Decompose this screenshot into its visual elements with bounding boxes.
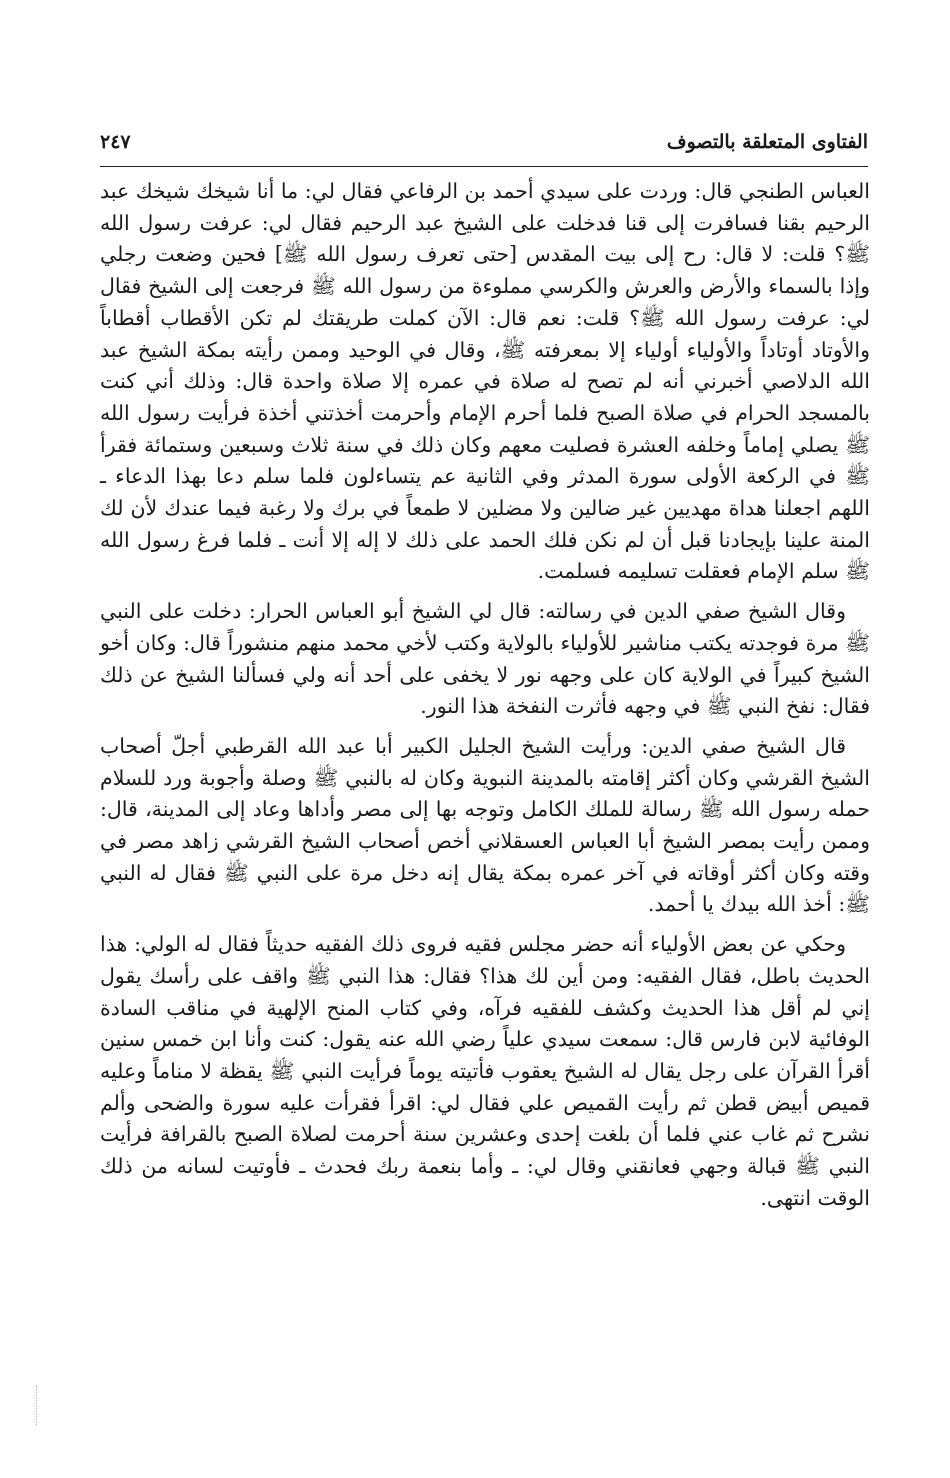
body-text (100, 176, 870, 1215)
page-header (100, 122, 868, 162)
paragraph-2: وقال الشيخ صفي الدين في رسالته: قال لي الشيخ أبو العباس الحرار: دخلت على النبي ﷺ مرة فوجدته يكتب مناشير للأولياء بالولاية وكتب لأخي محمد منهم منشوراً قال: وكان أخو الشيخ كبيراً في الولاية كان على وجهه نور لا يخفى على أحد أنه ولي فسألنا الشيخ عن ذلك فقال: نفخ النبي ﷺ في وجهه فأثرت النفخة هذا النور. (100, 599, 870, 719)
header-rule (100, 166, 868, 167)
paragraph-1: العباس الطنجي قال: وردت على سيدي أحمد بن الرفاعي فقال لي: ما أنا شيخك شيخك عبد الرحيم بقنا فسافرت إلى قنا فدخلت على الشيخ عبد الرحيم فقال لي: عرفت رسول الله ﷺ؟ قلت: لا قال: رح إلى بيت المقدس [حتى تعرف رسول الله ﷺ] فحين وضعت رجلي وإذا بالسماء والأرض والعرش والكرسي مملوءة من رسول الله ﷺ فرجعت إلى الشيخ فقال لي: عرفت رسول الله ﷺ؟ قلت: نعم قال: الآن كملت طريقتك لم تكن الأقطاب أقطاباً والأوتاد أوتاداً والأولياء أولياء إلا بمعرفته ﷺ، وقال في الوحيد وممن رأيته بمكة الشيخ عبد الله الدلاصي أخبرني أنه لم تصح له صلاة في عمره إلا صلاة واحدة قال: وذلك أني كنت بالمسجد الحرام في صلاة الصبح فلما أحرم الإمام وأحرمت أخذتني أخذة فرأيت رسول الله ﷺ يصلي إماماً وخلفه العشرة فصليت معهم وكان ذلك في سنة ثلاث وسبعين وستمائة فقرأ ﷺ في الركعة الأولى سورة المدثر وفي الثانية عم يتساءلون فلما سلم دعا بهذا الدعاء ـ اللهم اجعلنا هداة مهديين غير ضالين ولا مضلين لا طمعاً في برك ولا رغبة فيما عندك لأن لك المنة علينا بإيجادنا قبل أن لم نكن فلك الحمد على ذلك لا إله إلا أنت ـ فلما فرغ رسول الله ﷺ سلم الإمام فعقلت تسليمه فسلمت. (100, 179, 870, 584)
paragraph-3: قال الشيخ صفي الدين: ورأيت الشيخ الجليل الكبير أبا عبد الله القرطبي أجلّ أصحاب الشيخ القرشي وكان أكثر إقامته بالمدينة النبوية وكان له بالنبي ﷺ وصلة وأجوبة ورد للسلام حمله رسول الله ﷺ رسالة للملك الكامل وتوجه بها إلى مصر وأداها وعاد إلى المدينة، قال: وممن رأيت بمصر الشيخ أبا العباس العسقلاني أخص أصحاب الشيخ القرشي زاهد مصر في وقته وكان أكثر أوقاته في آخر عمره بمكة يقال إنه دخل مرة على النبي ﷺ فقال له النبي ﷺ: أخذ الله بيدك يا أحمد. (100, 733, 870, 917)
page-number: ٢٤٧ (100, 131, 131, 153)
paragraph-4: وحكي عن بعض الأولياء أنه حضر مجلس فقيه فروى ذلك الفقيه حديثاً فقال له الولي: هذا الحديث باطل، فقال الفقيه: ومن أين لك هذا؟ فقال: هذا النبي ﷺ واقف على رأسك يقول إني لم أقل هذا الحديث وكشف للفقيه فرآه، وفي كتاب المنح الإلهية في مناقب السادة الوفائية لابن فارس قال: سمعت سيدي علياً رضي الله عنه يقول: كنت وأنا ابن خمس سنين أقرأ القرآن على رجل يقال له الشيخ يعقوب فأتيته يوماً فرأيت النبي ﷺ يقظة لا مناماً وعليه قميص أبيض قطن ثم رأيت القميص علي فقال لي: اقرأ فقرأت عليه سورة والضحى وألم نشرح ثم غاب عني فلما أن بلغت إحدى وعشرين سنة أحرمت لصلاة الصبح بالقرافة فرأيت النبي ﷺ قبالة وجهي فعانقني وقال لي: ـ وأما بنعمة ربك فحدث ـ فأوتيت لسانه من ذلك الوقت انتهى. (100, 932, 870, 1210)
scan-margin-mark (36, 1385, 39, 1425)
running-title: الفتاوى المتعلقة بالتصوف (666, 131, 868, 153)
